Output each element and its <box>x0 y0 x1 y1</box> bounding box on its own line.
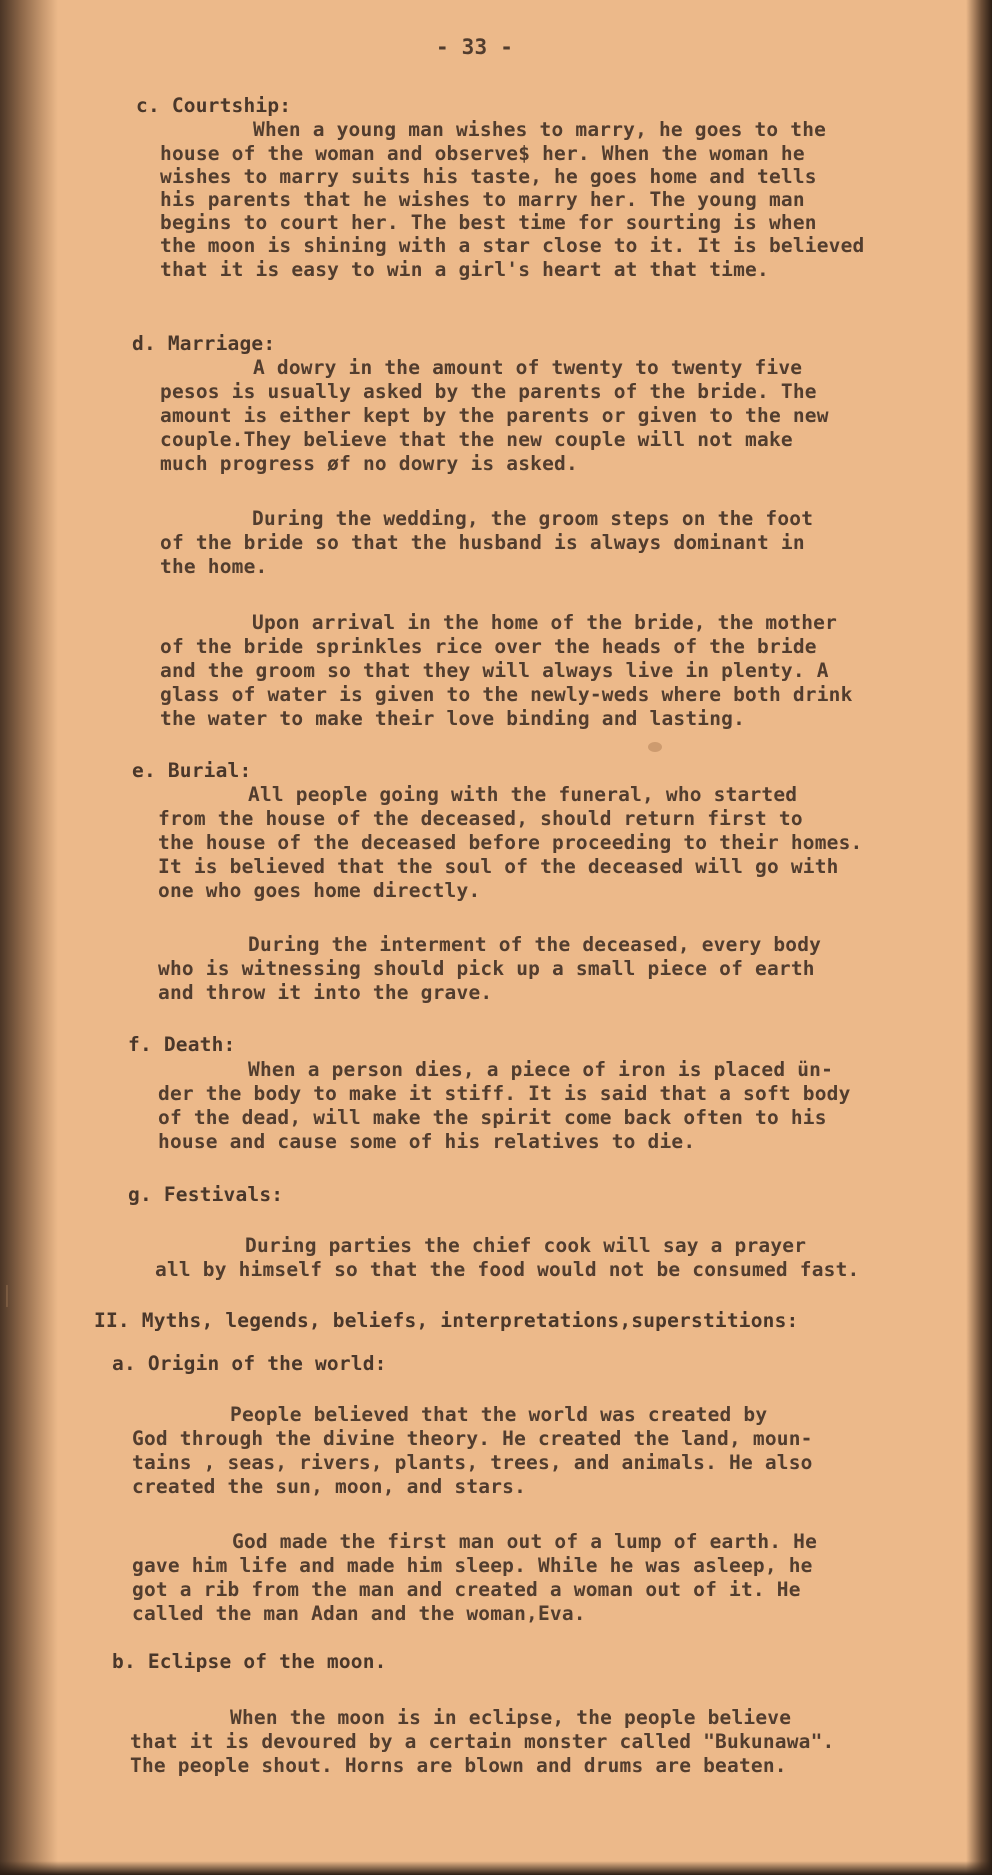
section-c-line-7: that it is easy to win a girl's heart at that time. <box>160 258 769 281</box>
section-a-p1-line-4: created the sun, moon, and stars. <box>132 1475 527 1498</box>
section-e-p1-line-2: from the house of the deceased, should return first to <box>158 807 803 830</box>
section-e-p1-line-4: It is believed that the soul of the deceased will go with <box>158 855 839 878</box>
section-g-line-2: all by himself so that the food would not be consumed fast. <box>155 1258 860 1281</box>
section-c-line-2: house of the woman and observe$ her. When the woman he <box>160 142 805 165</box>
section-c-heading: c. Courtship: <box>136 94 292 117</box>
section-a-p2-line-2: gave him life and made him sleep. While he was asleep, he <box>132 1554 813 1577</box>
section-e-p1-line-1: All people going with the funeral, who started <box>248 783 798 806</box>
section-d-p1-line-3: amount is either kept by the parents or given to the new <box>160 404 829 427</box>
section-f-line-3: of the dead, will make the spirit come back often to his <box>158 1106 827 1129</box>
section-d-p1-line-5: much progress øf no dowry is asked. <box>160 452 578 475</box>
section-d-p2-line-3: the home. <box>160 555 268 578</box>
section-b-line-2: that it is devoured by a certain monster called "Bukunawa". <box>130 1730 835 1753</box>
section-d-p1-line-2: pesos is usually asked by the parents of the bride. The <box>160 380 817 403</box>
section-f-line-1: When a person dies, a piece of iron is placed ün- <box>248 1058 834 1081</box>
section-f-heading: f. Death: <box>128 1033 236 1056</box>
section-a-heading: a. Origin of the world: <box>112 1352 387 1375</box>
section-b-line-1: When the moon is in eclipse, the people believe <box>230 1706 792 1729</box>
section-d-p2-line-1: During the wedding, the groom steps on the foot <box>252 507 814 530</box>
section-f-line-4: house and cause some of his relatives to die. <box>158 1130 696 1153</box>
section-a-p1-line-3: tains , seas, rivers, plants, trees, and animals. He also <box>132 1451 813 1474</box>
page-number: - 33 - <box>436 35 514 59</box>
section-e-p1-line-5: one who goes home directly. <box>158 879 481 902</box>
section-d-p2-line-2: of the bride so that the husband is always dominant in <box>160 531 805 554</box>
section-c-line-4: his parents that he wishes to marry her. The young man <box>160 188 805 211</box>
section-a-p2-line-1: God made the first man out of a lump of earth. He <box>232 1530 818 1553</box>
section-e-p2-line-2: who is witnessing should pick up a small piece of earth <box>158 957 815 980</box>
section-g-heading: g. Festivals: <box>128 1183 284 1206</box>
section-d-p3-line-5: the water to make their love binding and lasting. <box>160 707 746 730</box>
section-e-p2-line-1: During the interment of the deceased, every body <box>248 933 822 956</box>
section-d-p3-line-2: of the bride sprinkles rice over the heads of the bride <box>160 635 817 658</box>
section-e-p1-line-3: the house of the deceased before proceeding to their homes. <box>158 831 863 854</box>
section-a-p1-line-2: God through the divine theory. He created the land, moun- <box>132 1427 813 1450</box>
section-a-p2-line-3: got a rib from the man and created a woman out of it. He <box>132 1578 801 1601</box>
section-d-heading: d. Marriage: <box>132 332 276 355</box>
section-b-line-3: The people shout. Horns are blown and drums are beaten. <box>130 1754 787 1777</box>
section-a-p1-line-1: People believed that the world was created by <box>230 1403 768 1426</box>
section-c-line-6: the moon is shining with a star close to it. It is believed <box>160 234 865 257</box>
section-g-line-1: During parties the chief cook will say a prayer <box>245 1234 807 1257</box>
section-d-p3-line-4: glass of water is given to the newly-weds where both drink <box>160 683 853 706</box>
section-d-p1-line-4: couple.They believe that the new couple will not make <box>160 428 793 451</box>
section-d-p1-line-1: A dowry in the amount of twenty to twenty five <box>253 356 803 379</box>
section-ii-heading: II. Myths, legends, beliefs, interpretations,superstitions: <box>94 1309 799 1332</box>
section-a-p2-line-4: called the man Adan and the woman,Eva. <box>132 1602 586 1625</box>
section-c-line-1: When a young man wishes to marry, he goes to the <box>253 118 827 141</box>
section-f-line-2: der the body to make it stiff. It is said that a soft body <box>158 1082 851 1105</box>
section-e-heading: e. Burial: <box>132 759 252 782</box>
section-b-heading: b. Eclipse of the moon. <box>112 1650 387 1673</box>
section-e-p2-line-3: and throw it into the grave. <box>158 981 493 1004</box>
section-d-p3-line-3: and the groom so that they will always live in plenty. A <box>160 659 829 682</box>
section-c-line-5: begins to court her. The best time for sourting is when <box>160 211 817 234</box>
section-d-p3-line-1: Upon arrival in the home of the bride, the mother <box>252 611 838 634</box>
section-c-line-3: wishes to marry suits his taste, he goes home and tells <box>160 165 817 188</box>
